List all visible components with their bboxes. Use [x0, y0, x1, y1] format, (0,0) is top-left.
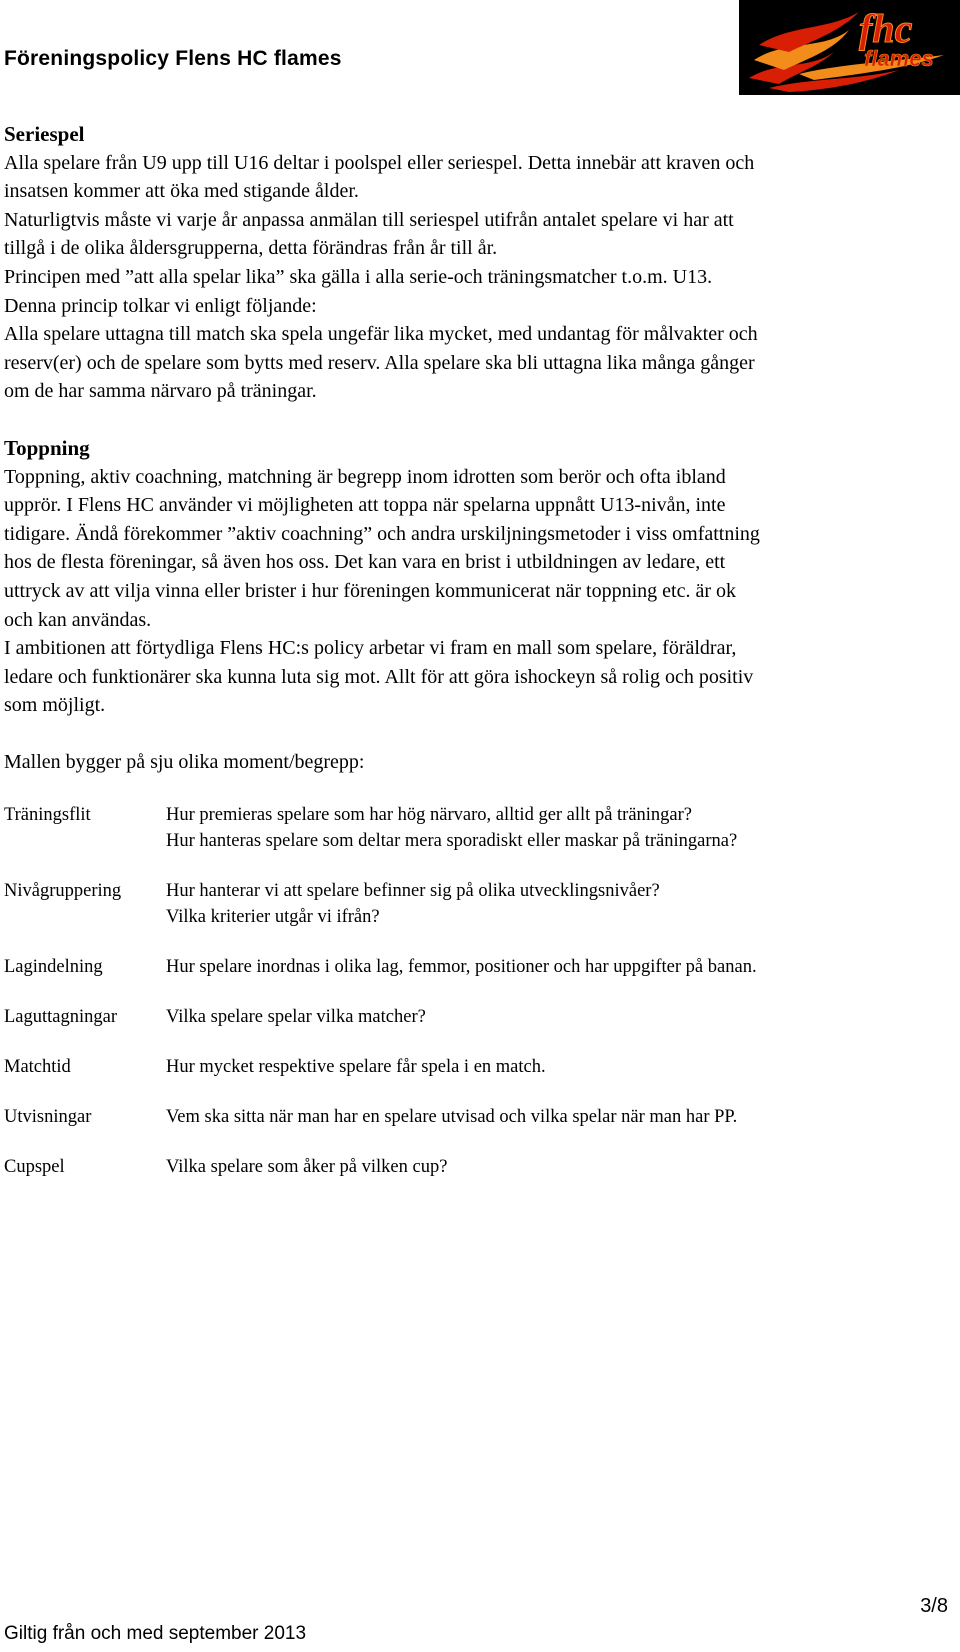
paragraph-line: Naturligtvis måste vi varje år anpassa anmälan till seriespel utifrån antalet spelare vi har att [4, 208, 734, 231]
definition-line: Vilka spelare spelar vilka matcher? [166, 1007, 426, 1028]
definition-line: Hur hanteras spelare som deltar mera sporadiskt eller maskar på träningarna? [166, 831, 738, 852]
paragraph-line: Alla spelare från U9 upp till U16 deltar i poolspel eller seriespel. Detta innebär att kraven och [4, 151, 755, 174]
definition-line: Hur hanterar vi att spelare befinner sig på olika utvecklingsnivåer? [166, 881, 660, 902]
spacer [4, 930, 954, 954]
paragraph-line: Denna princip tolkar vi enligt följande: [4, 294, 317, 317]
term-label: Cupspel [4, 1157, 65, 1178]
term-definition [166, 954, 954, 980]
paragraph-line: ledare och funktionärer ska kunna luta sig mot. Allt för att göra ishockeyn så rolig och positiv [4, 665, 754, 688]
document-header-title: Föreningspolicy Flens HC flames [4, 47, 342, 70]
term-definition [166, 1004, 954, 1030]
term-label: Nivågruppering [4, 881, 122, 902]
mallen-intro: Mallen bygger på sju olika moment/begrepp: [4, 750, 365, 773]
paragraph-line: hos de flesta föreningar, så även hos oss. Det kan vara en brist i utbildningen av ledare, ett [4, 551, 726, 574]
term-label: Matchtid [4, 1057, 71, 1078]
definition-line: Hur premieras spelare som har hög närvaro, alltid ger allt på träningar? [166, 805, 693, 826]
flames-logo-icon [739, 0, 960, 95]
term-definition [166, 1104, 954, 1130]
logo-text-top: fhc [859, 6, 913, 51]
document-body [4, 120, 954, 1180]
definition-line: Vilka kriterier utgår vi ifrån? [166, 907, 380, 928]
term-label: Utvisningar [4, 1107, 92, 1128]
term-row-lagindelning [4, 954, 954, 980]
section-heading-toppning: Toppning [4, 435, 90, 460]
paragraph-line: uttryck av att vilja vinna eller brister i hur föreningen kommunicerat när toppning etc. är ok [4, 579, 736, 602]
definition-line: Hur mycket respektive spelare får spela i en match. [166, 1057, 546, 1078]
footer-validity: Giltig från och med september 2013 [4, 1623, 307, 1644]
page-number: 3/8 [920, 1595, 948, 1617]
term-label: Lagindelning [4, 957, 103, 978]
club-logo [739, 0, 960, 95]
term-row-laguttagningar [4, 1004, 954, 1030]
paragraph-line: I ambitionen att förtydliga Flens HC:s policy arbetar vi fram en mall som spelare, föräldrar, [4, 637, 737, 660]
term-label: Träningsflit [4, 805, 91, 826]
paragraph-line: som möjligt. [4, 694, 106, 717]
paragraph-line: om de har samma närvaro på träningar. [4, 380, 317, 403]
term-row-nivagruppering [4, 878, 954, 930]
definition-line: Vem ska sitta när man har en spelare utvisad och vilka spelar när man har PP. [166, 1107, 738, 1128]
definition-line: Vilka spelare som åker på vilken cup? [166, 1157, 448, 1178]
paragraph-line: reserv(er) och de spelare som bytts med reserv. Alla spelare ska bli uttagna lika många gånger [4, 351, 755, 374]
paragraph-line: tidigare. Ändå förekommer ”aktiv coachning” och andra urskiljningsmetoder i viss omfattning [4, 522, 760, 545]
term-row-traningsflit [4, 802, 954, 854]
paragraph-line: Alla spelare uttagna till match ska spela ungefär lika mycket, med undantag för målvakter och [4, 323, 758, 346]
section-heading-seriespel: Seriespel [4, 122, 85, 146]
term-definition [166, 802, 954, 854]
spacer [4, 1130, 954, 1154]
term-definition [166, 1054, 954, 1080]
spacer [4, 1080, 954, 1104]
paragraph-line: Toppning, aktiv coachning, matchning är begrepp inom idrotten som berör och ofta ibland [4, 465, 726, 488]
paragraph-line: och kan användas. [4, 608, 152, 631]
term-row-matchtid [4, 1054, 954, 1080]
paragraph-line: tillgå i de olika åldersgrupperna, detta förändras från år till år. [4, 237, 498, 260]
definition-line: Hur spelare inordnas i olika lag, femmor, positioner och har uppgifter på banan. [166, 957, 757, 978]
spacer [4, 406, 954, 434]
spacer [4, 854, 954, 878]
logo-text-bottom: flames [864, 46, 934, 71]
term-definition [166, 1154, 954, 1180]
term-label: Laguttagningar [4, 1007, 118, 1028]
paragraph-line: insatsen kommer att öka med stigande ålder. [4, 180, 359, 203]
term-row-cupspel [4, 1154, 954, 1180]
paragraph-line: Principen med ”att alla spelar lika” ska gälla i alla serie-och träningsmatcher t.o.m. U13. [4, 265, 713, 288]
spacer [4, 776, 954, 802]
spacer [4, 1030, 954, 1054]
term-row-utvisningar [4, 1104, 954, 1130]
spacer [4, 980, 954, 1004]
term-definition [166, 878, 954, 930]
paragraph-line: upprör. I Flens HC använder vi möjligheten att toppa när spelarna uppnått U13-nivån, inte [4, 494, 726, 517]
spacer [4, 720, 954, 748]
